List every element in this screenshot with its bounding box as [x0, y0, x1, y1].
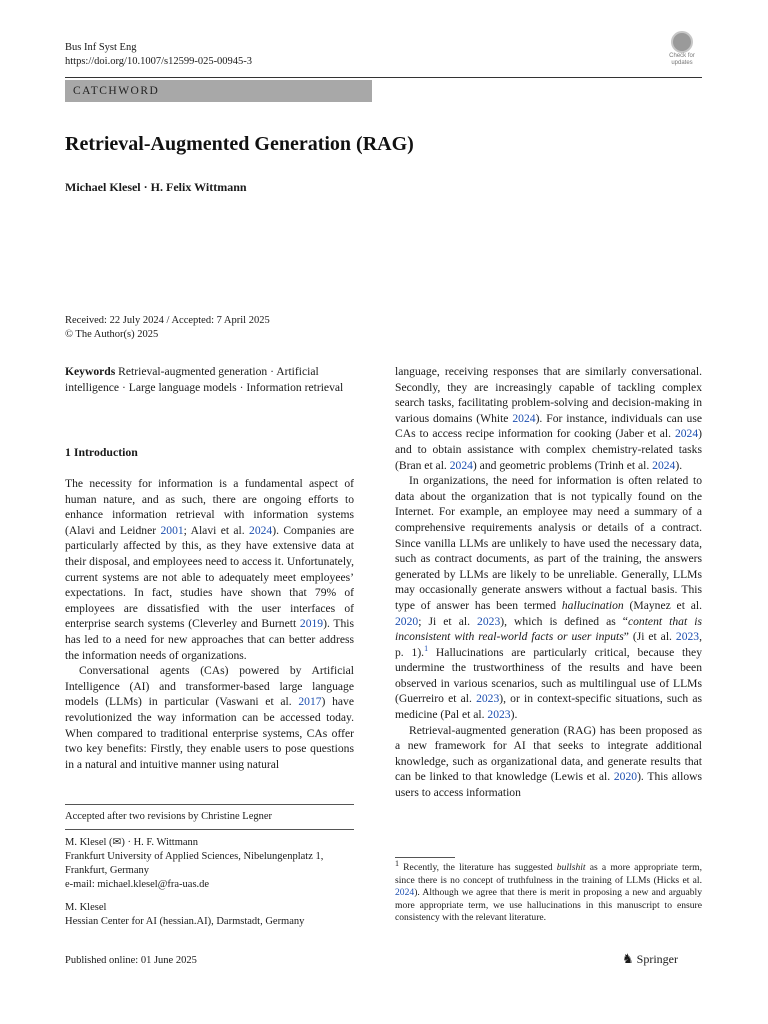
received-accepted: Received: 22 July 2024 / Accepted: 7 April 2025 — [65, 315, 270, 326]
citation-link[interactable]: 2024 — [674, 427, 699, 441]
emphasis-text: 1 — [395, 858, 399, 868]
author-1[interactable]: Michael Klesel — [65, 180, 141, 194]
citation-link[interactable]: 2023 — [675, 630, 700, 644]
citation-link[interactable]: 2001 — [160, 523, 184, 537]
citation-link[interactable]: 2017 — [298, 695, 322, 709]
keywords-label: Keywords — [65, 365, 116, 378]
paragraph: Retrieval-augmented generation (RAG) has been proposed as a new framework for AI that seeks to integrate additional knowledge, such as organizational data, and generate results that can be linked to that knowledge (Lewis et al. 2020). This allows users to access information — [395, 723, 702, 800]
keywords — [65, 364, 354, 395]
paragraph: Conversational agents (CAs) powered by Artificial Intelligence (AI) and transformer-based large language models (LLMs) in particular (Vaswani et al. 2017) have revolutionized the way information can be accessed today. When compared to traditional enterprise systems, CAs offer two key benefits: Firstly, they enable users to pose questions in a natural and intuitive manner using natural — [65, 664, 354, 771]
citation-link[interactable]: 2024 — [249, 523, 273, 537]
badge-line1: Check for — [669, 53, 695, 59]
affiliation-line: M. Klesel — [65, 902, 107, 913]
doi-link[interactable]: https://doi.org/10.1007/s12599-025-00945-3 — [65, 56, 253, 67]
affiliation-line: M. Klesel (✉) · H. F. Wittmann — [65, 837, 199, 848]
citation-link[interactable]: 2023 — [476, 692, 500, 706]
published-date: Published online: 01 June 2025 — [65, 955, 197, 966]
emphasis-text: bullshit — [556, 862, 586, 873]
left-column — [65, 476, 354, 772]
emphasis-text: hallucination — [561, 598, 624, 612]
citation-link[interactable]: 2020 — [613, 770, 638, 784]
citation-link[interactable]: 2019 — [299, 617, 324, 631]
header-rule — [65, 77, 702, 78]
springer-horse-icon: ♞ — [622, 952, 634, 967]
author-separator: · — [140, 180, 151, 194]
citation-link[interactable]: 2020 — [395, 614, 419, 628]
check-for-updates-icon — [671, 31, 693, 53]
citation-link[interactable]: 1 — [424, 643, 429, 653]
keywords-text: Retrieval-augmented generation · Artificial intelligence · Large language models · Information retrieval — [65, 365, 344, 394]
citation-link[interactable]: 2024 — [395, 887, 415, 899]
affiliation-block — [65, 836, 323, 929]
check-for-updates-badge[interactable] — [662, 31, 702, 71]
citation-link[interactable]: 2023 — [487, 708, 511, 722]
affiliation-email[interactable]: e-mail: michael.klesel@fra-uas.de — [65, 879, 210, 890]
footer-divider — [65, 804, 354, 805]
footnote-text: $^1$ Recently, the literature has suggested bullshit as a more appropriate term, since there is no concept of truthfulness in the training of LLMs (Hicks et al. 2024). Although we agree that there is merit in proposing a new and arguably more appropriate term, we use hallucinations in this manuscript to ensure consistency with the relevant literature. — [395, 858, 703, 924]
affiliation-line: Frankfurt University of Applied Sciences, Nibelungenplatz 1, — [65, 851, 324, 862]
article-title: Retrieval-Augmented Generation (RAG) — [65, 133, 414, 155]
badge-line2: updates — [671, 60, 693, 66]
citation-link[interactable]: 2023 — [477, 614, 501, 628]
paragraph: language, receiving responses that are similarly conversational. Secondly, they are increasingly capable of tackling complex search tasks, facilitating problem-solving and decision-making in various domains (White 2024). For instance, individuals can use CAs to access recipe information for cooking (Jaber et al. 2024) and to obtain assistance with complex chemistry-related tasks (Bran et al. 2024) and geometric problems (Trinh et al. 2024). — [395, 365, 702, 472]
affiliation-line: Frankfurt, Germany — [65, 865, 149, 876]
catchword-banner: CATCHWORD — [65, 80, 372, 102]
citation-link[interactable]: 2024 — [512, 411, 536, 425]
publisher-name: Springer — [636, 952, 678, 966]
citation-link[interactable]: 2024 — [652, 458, 676, 472]
journal-name: Bus Inf Syst Eng — [65, 42, 137, 53]
footer-divider — [65, 829, 354, 830]
author-list — [65, 180, 247, 195]
accepted-note: Accepted after two revisions by Christine Legner — [65, 811, 273, 822]
right-column — [395, 364, 702, 801]
publisher-logo[interactable] — [622, 952, 678, 967]
paragraph: In organizations, the need for information is often related to data about the organization that is not typically found on the Internet. For example, an employee may need a summary of a comprehensive requirements analysis or details of a contract. Since vanilla LLMs are unlikely to have used the necessary data, such as contract documents, as part of the training, the answers generated by LLMs are likely to be unreliable. Generally, LLMs may occasionally generate answers without a factual basis. This type of answer has been termed hallucination (Maynez et al. 2020; Ji et al. 2023), which is defined as “content that is inconsistent with real-world facts or user inputs” (Ji et al. 2023, p. 1).$^1$ Hallucinations are particularly critical, because they undermine the trustworthiness of the results and have been observed in various scenarios, such as multilingual use of LLMs (Guerreiro et al. 2023), or in context-specific situations, such as medicine (Pal et al. 2023). — [395, 474, 703, 722]
copyright: © The Author(s) 2025 — [65, 329, 159, 340]
section-heading-introduction: 1 Introduction — [65, 445, 138, 459]
paragraph: The necessity for information is a fundamental aspect of human nature, and as such, there are ongoing efforts to enhance information retrieval with information systems (Alavi and Leidner 2001; Alavi et al. 2024). Companies are particularly affected by this, as they have extensive data at their disposal, and employees need to access it. Unfortunately, current systems are not able to adequately meet employees’ expectations. In fact, studies have shown that 79% of employees are dissatisfied with the user interfaces of enterprise search systems (Cleverley and Burnett 2019). This has led to a need for new approaches that can better address the information needs of organizations. — [65, 477, 354, 662]
footnote-divider — [395, 857, 455, 858]
affiliation-line: Hessian Center for AI (hessian.AI), Darmstadt, Germany — [65, 916, 305, 927]
emphasis-text: content that is inconsistent with real-world facts or user inputs — [395, 614, 702, 644]
footnote-1 — [395, 858, 703, 925]
author-2[interactable]: H. Felix Wittmann — [150, 180, 247, 194]
citation-link[interactable]: 2024 — [449, 458, 473, 472]
